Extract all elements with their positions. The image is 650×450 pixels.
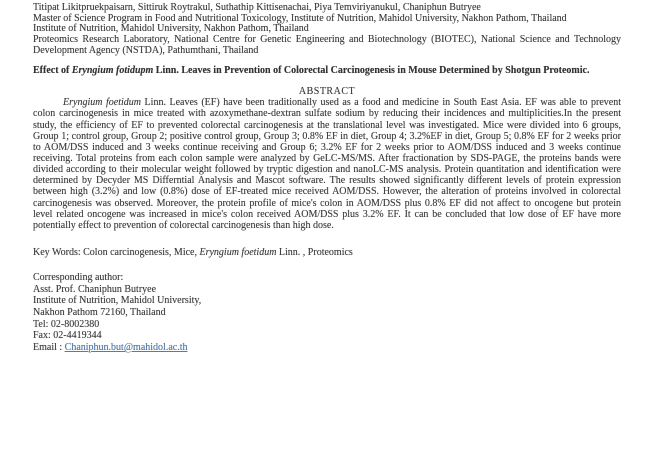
abstract-heading: ABSTRACT xyxy=(298,86,356,98)
corresponding-author-block xyxy=(33,272,621,353)
corresponding-author-name: Asst. Prof. Chaniphun Butryee xyxy=(33,283,157,295)
corresponding-author-fax: Fax: 02-4419344 xyxy=(33,330,102,342)
affiliation-line-1: Master of Science Program in Food and Nutritional Toxicology, Institute of Nutrition, Mahidol University, Nakhon Pathom, Thailand xyxy=(33,12,567,24)
abstract-species: Eryngium foetidum xyxy=(63,97,141,109)
author-affiliation-block xyxy=(33,3,621,57)
keywords-suffix: Linn. , Proteomics xyxy=(276,247,353,259)
paper-title-prefix: Effect of xyxy=(33,64,72,76)
paper-title xyxy=(33,65,621,77)
abstract-paragraph xyxy=(33,97,621,231)
affiliation-line-2: Institute of Nutrition, Mahidol University, Nakhon Pathom, Thailand xyxy=(33,23,309,35)
paper-title-suffix: Linn. Leaves in Prevention of Colorectal Carcinogenesis in Mouse Determined by Shotgun Proteomic. xyxy=(153,64,590,76)
corresponding-author-address-1: Institute of Nutrition, Mahidol University, xyxy=(33,295,202,307)
paper-title-species: Eryngium fotidupm xyxy=(71,64,154,76)
corresponding-author-address-2: Nakhon Pathom 72160, Thailand xyxy=(33,307,166,319)
authors-line: Titipat Likitpruekpaisarn, Sittiruk Roytrakul, Suthathip Kittisenachai, Piya Temviriyanukul, Chaniphun Butryee xyxy=(33,2,481,13)
corresponding-author-tel: Tel: 02-8002380 xyxy=(33,318,100,330)
keywords-species: Eryngium foetidum xyxy=(199,247,277,259)
corresponding-author-label: Corresponding author: xyxy=(33,272,124,284)
keywords-prefix: Key Words: Colon carcinogenesis, Mice, xyxy=(33,247,200,259)
corresponding-author-email-line xyxy=(33,342,621,354)
affiliation-line-3: Proteomics Research Laboratory, National Centre for Genetic Engineering and Biotechnology (BIOTEC), National Science and Technology Development Agency (NSTDA), Pathumthani, Thailand xyxy=(33,34,621,56)
keywords-line xyxy=(33,247,621,258)
email-label: Email : xyxy=(33,341,65,353)
email-link[interactable]: Chaniphun.but@mahidol.ac.th xyxy=(64,341,188,353)
abstract-body: Linn. Leaves (EF) have been traditionally used as a food and medicine in South East Asia. EF was able to prevent colon carcinogenesis in mice treated with azoxymethane-dextran sulfate sodium by reducing their incidences and multiplicities.In the present study, the efficiency of EF to prevented colorectal carcinogenesis at the translational level was investigated. Mice were divided into 6 groups, Group 1; control group, Group 2; positive control group, Group 3; 0.8% EF in diet, Group 4; 3.2%EF in diet, Group 5; 0.8% EF for 2 weeks prior to AOM/DSS induced and 3 weeks continue receiving and Group 6; 3.2% EF for 2 weeks prior to AOM/DSS induced and 3 weeks continue receiving. Total proteins from each colon sample were analyzed by GeLC-MS/MS. After fractionation by SDS-PAGE, the proteins bands were divided according to their molecular weight followed by tryptic digestion and nanoLC-MS analysis. Protein quantitation and identification were determined by Decyder MS Differntial Analysis and Mascot software. The results showed significantly different levels of protein expression between high (3.2%) and low (0.8%) dose of EF-treated mice received AOM/DSS. However, the alteration of proteins involved in colorectal carcinogenesis was observed. Moreover, the protein profile of mice's colon in AOM/DSS plus 0.8% EF did not affect to oncogene but protein level related oncogene was increased in mice's colon received AOM/DSS plus 3.2% EF. It can be concluded that low dose of EF have more potentially effect to prevention of colorectal carcinogenesis than high dose. xyxy=(33,97,622,231)
